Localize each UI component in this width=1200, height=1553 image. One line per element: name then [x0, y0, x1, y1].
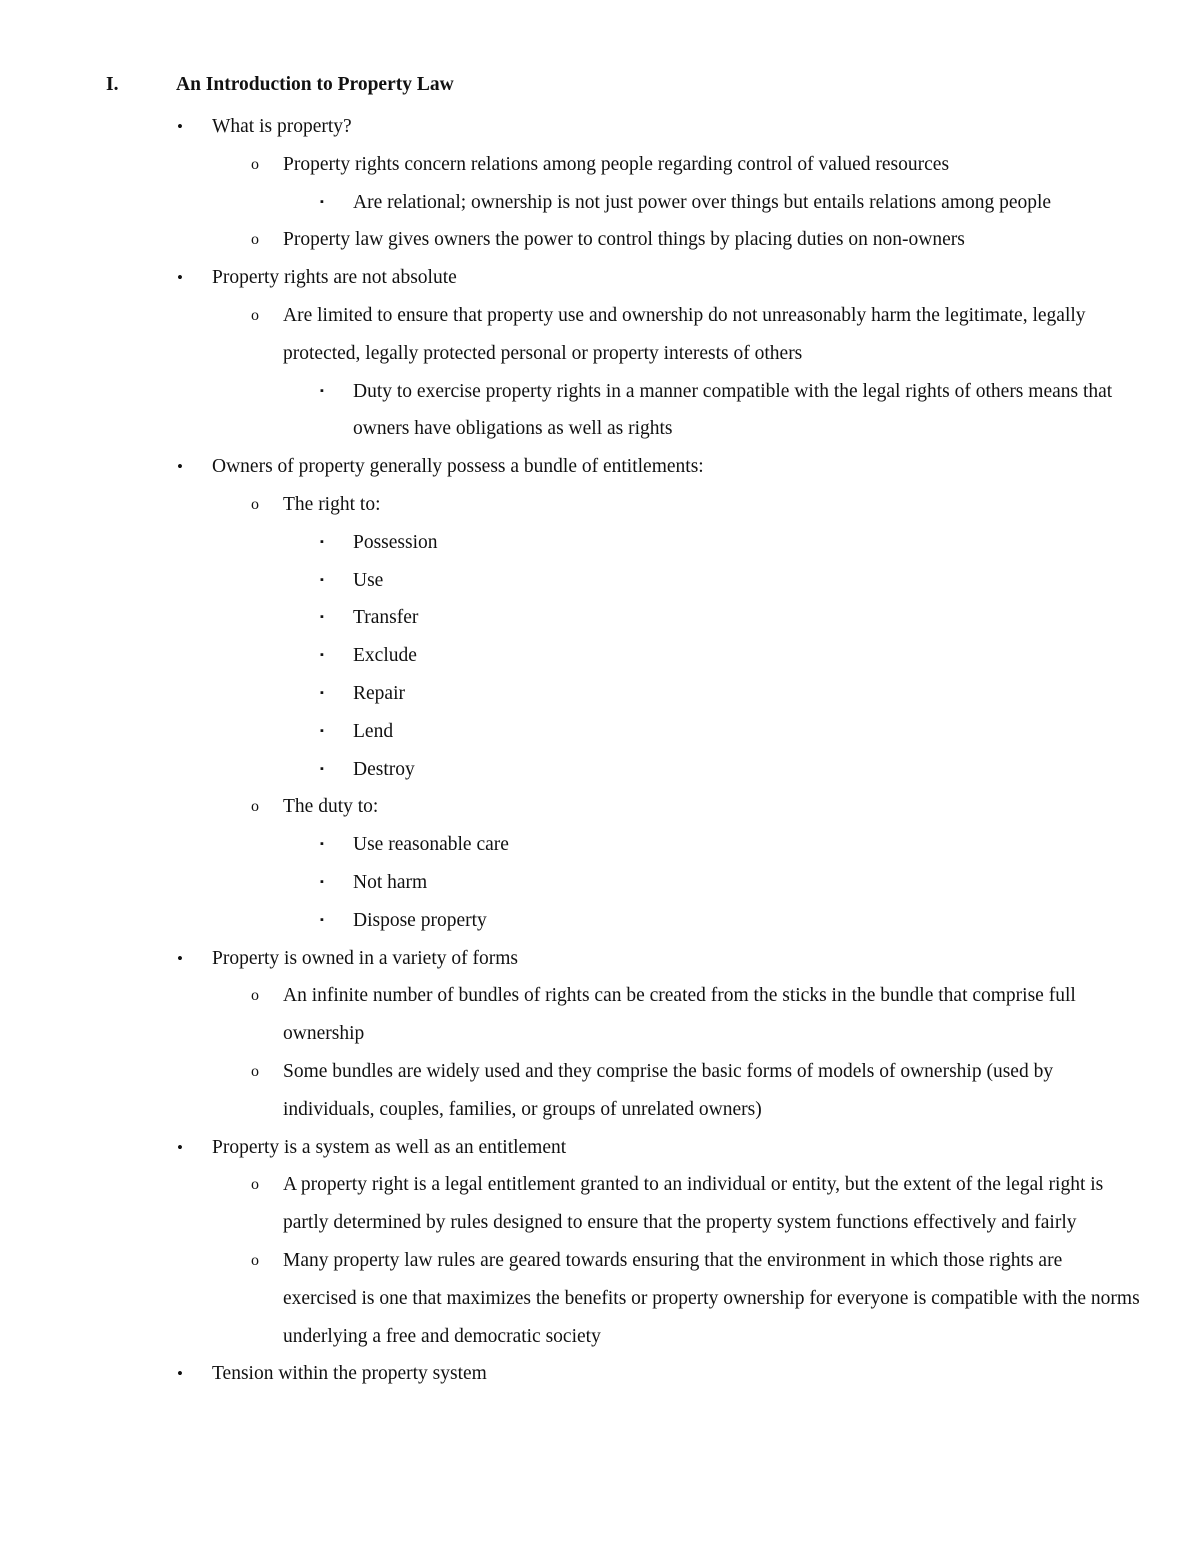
outline-item-level1: [0, 259, 1200, 297]
circle-bullet-icon: o: [251, 155, 259, 173]
outline-item-text: Property is a system as well as an entitlement: [212, 1136, 567, 1158]
outline-item-text: Many property law rules are geared towards ensuring that the environment in which those rights are exercised is one that maximizes the benefits or property ownership for everyone is compatible with the norms underlying a free and democratic society: [283, 1249, 1140, 1347]
section-heading: [0, 72, 1200, 98]
circle-bullet-icon: o: [251, 1251, 259, 1269]
outline-item-level2: [0, 1053, 1200, 1129]
outline-item-level2: [0, 486, 1200, 524]
outline-list: [0, 108, 1200, 1393]
section-number: I.: [106, 74, 119, 95]
outline-item-level1: [0, 448, 1200, 486]
outline-item-text: An infinite number of bundles of rights can be created from the sticks in the bundle that comprise full ownership: [283, 985, 1076, 1045]
outline-item-text: What is property?: [212, 116, 352, 137]
outline-item-text: Duty to exercise property rights in a manner compatible with the legal rights of others means that owners have obligations as well as rights: [353, 380, 1113, 440]
outline-item-level3: [0, 864, 1200, 902]
outline-item-text: The right to:: [283, 493, 381, 515]
circle-bullet-icon: o: [251, 1176, 259, 1194]
outline-item-text: Property law gives owners the power to control things by placing duties on non-owners: [283, 229, 965, 251]
outline-item-text: Dispose property: [353, 909, 487, 931]
outline-item-text: Are limited to ensure that property use and ownership do not unreasonably harm the legitimate, legally protected, legally protected personal or property interests of others: [283, 304, 1086, 364]
square-bullet-icon: ▪: [320, 384, 324, 397]
square-bullet-icon: ▪: [320, 875, 324, 888]
outline-item-text: Property rights are not absolute: [212, 267, 457, 289]
outline-item-text: Repair: [353, 682, 405, 704]
bullet-icon: •: [177, 1137, 183, 1157]
circle-bullet-icon: o: [251, 1062, 259, 1080]
outline-item-level3: [0, 599, 1200, 637]
square-bullet-icon: ▪: [320, 573, 324, 586]
square-bullet-icon: ▪: [320, 535, 324, 548]
outline-item-text: Property rights concern relations among people regarding control of valued resources: [283, 153, 950, 175]
outline-item-text: Property is owned in a variety of forms: [212, 947, 518, 969]
square-bullet-icon: ▪: [320, 611, 324, 624]
outline-item-level3: [0, 562, 1200, 600]
circle-bullet-icon: o: [251, 495, 259, 513]
bullet-icon: •: [177, 457, 183, 477]
bullet-icon: •: [177, 117, 183, 136]
circle-bullet-icon: o: [251, 798, 259, 816]
outline-item-level3: [0, 675, 1200, 713]
outline-item-level2: [0, 1166, 1200, 1242]
outline-item-text: Destroy: [353, 758, 415, 780]
outline-item-level2: [0, 221, 1200, 259]
square-bullet-icon: ▪: [320, 649, 324, 662]
outline-item-level2: [0, 297, 1200, 373]
outline-item-level3: [0, 826, 1200, 864]
outline-item-level3: [0, 751, 1200, 789]
outline-item-text: Possession: [353, 531, 438, 553]
outline-item-text: The duty to:: [283, 796, 379, 818]
outline-item-text: Transfer: [353, 607, 419, 629]
outline-item-level2: [0, 788, 1200, 826]
square-bullet-icon: ▪: [320, 686, 324, 699]
square-bullet-icon: ▪: [320, 762, 324, 775]
outline-item-text: Are relational; ownership is not just power over things but entails relations among people: [353, 191, 1052, 213]
outline-item-text: Not harm: [353, 871, 428, 893]
bullet-icon: •: [177, 268, 183, 288]
outline-item-level3: [0, 713, 1200, 751]
outline-item-text: Use reasonable care: [353, 834, 509, 856]
outline-item-text: Some bundles are widely used and they comprise the basic forms of models of ownership (used by individuals, couples, families, or groups of unrelated owners): [283, 1060, 1054, 1120]
section-title: An Introduction to Property Law: [176, 74, 454, 95]
outline-item-level1: [0, 1355, 1200, 1393]
outline-item-text: Tension within the property system: [212, 1363, 487, 1385]
circle-bullet-icon: o: [251, 306, 259, 324]
square-bullet-icon: ▪: [320, 838, 324, 851]
outline-item-level3: [0, 637, 1200, 675]
bullet-icon: •: [177, 948, 183, 968]
outline-item-level1: [0, 108, 1200, 146]
outline-item-text: Exclude: [353, 645, 417, 667]
outline-item-level2: [0, 1242, 1200, 1355]
outline-item-level2: [0, 977, 1200, 1053]
outline-item-level3: [0, 184, 1200, 222]
outline-item-level3: [0, 524, 1200, 562]
square-bullet-icon: ▪: [320, 724, 324, 737]
square-bullet-icon: ▪: [320, 195, 324, 208]
bullet-icon: •: [177, 1364, 183, 1384]
circle-bullet-icon: o: [251, 987, 259, 1005]
outline-item-text: Lend: [353, 720, 394, 742]
outline-item-level1: [0, 1129, 1200, 1167]
outline-item-level2: [0, 146, 1200, 184]
outline-item-level1: [0, 940, 1200, 978]
outline-item-level3: [0, 373, 1200, 449]
square-bullet-icon: ▪: [320, 913, 324, 926]
outline-item-text: Use: [353, 569, 384, 591]
outline-item-text: A property right is a legal entitlement granted to an individual or entity, but the extent of the legal right is partly determined by rules designed to ensure that the property system functions effectively and fairly: [283, 1174, 1104, 1234]
circle-bullet-icon: o: [251, 231, 259, 249]
outline-item-level3: [0, 902, 1200, 940]
outline-item-text: Owners of property generally possess a bundle of entitlements:: [212, 456, 704, 478]
